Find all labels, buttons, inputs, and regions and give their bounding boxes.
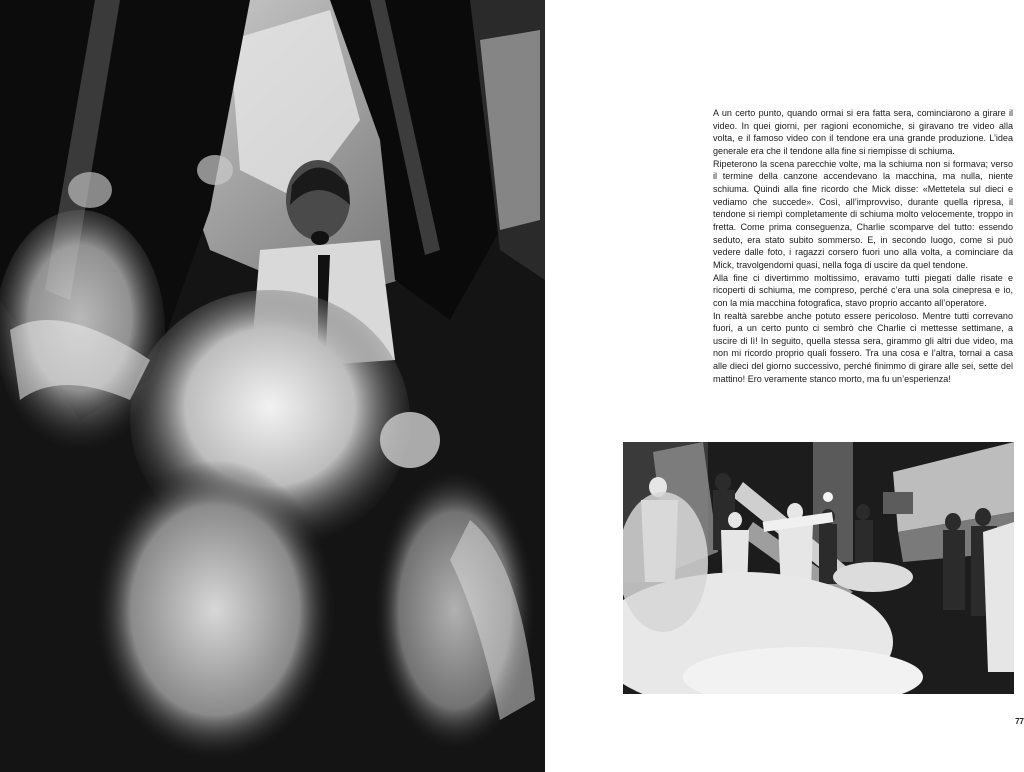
body-text (713, 107, 1013, 385)
paragraph: In realtà sarebbe anche potuto essere pericoloso. Mentre tutti correvano fuori, a un certo punto ci sembrò che Charlie ci mettesse settimane, a uscire di lì! In seguito, quella stessa sera, girammo gli altri due video, ma non mi ricordo proprio quali fossero. Tra una cosa e l’altra, tornai a casa alle dieci del giorno successivo, perché finimmo di girare alle sei, sette del mattino! Ero veramente stanco morto, ma fu un’esperienza! (713, 310, 1013, 384)
paragraph: A un certo punto, quando ormai si era fatta sera, cominciarono a girare il video. In quei giorni, per ragioni economiche, si giravano tre video alla volta, e il famoso video con il tendone era una grande produzione. L’idea generale era che il tendone alla fine si riempisse di schiuma. (713, 108, 1013, 156)
paragraph: Alla fine ci divertimmo moltissimo, eravamo tutti piegati dalle risate e ricoperti di schiuma, me compreso, perché c’era una sola cinepresa e io, con la mia macchina fotografica, stavo proprio accanto all’operatore. (713, 272, 1013, 308)
paragraph: Ripeterono la scena parecchie volte, ma la schiuma non si formava; verso il termine della canzone accendevano la macchina, ma nulla, niente schiuma. Quindi alla fine ricordo che Mick disse: «Mettetela sul dieci e vediamo che succede». Così, all’improvviso, durante quella ripresa, il tendone si riempì completamente di schiuma molto velocemente, troppo in fretta. Come prima conseguenza, Charlie scomparve del tutto: essendo seduto, era stato subito sommerso. E, in secondo luogo, come si può vedere dalle foto, i ragazzi corsero fuori uno alla volta, a cominciare da Mick, travolgendomi quasi, nella foga di uscire da quel tendone. (713, 158, 1013, 270)
page-number: 77 (1015, 717, 1024, 726)
text-page (545, 0, 1024, 772)
video-shoot-photo (623, 442, 1014, 694)
